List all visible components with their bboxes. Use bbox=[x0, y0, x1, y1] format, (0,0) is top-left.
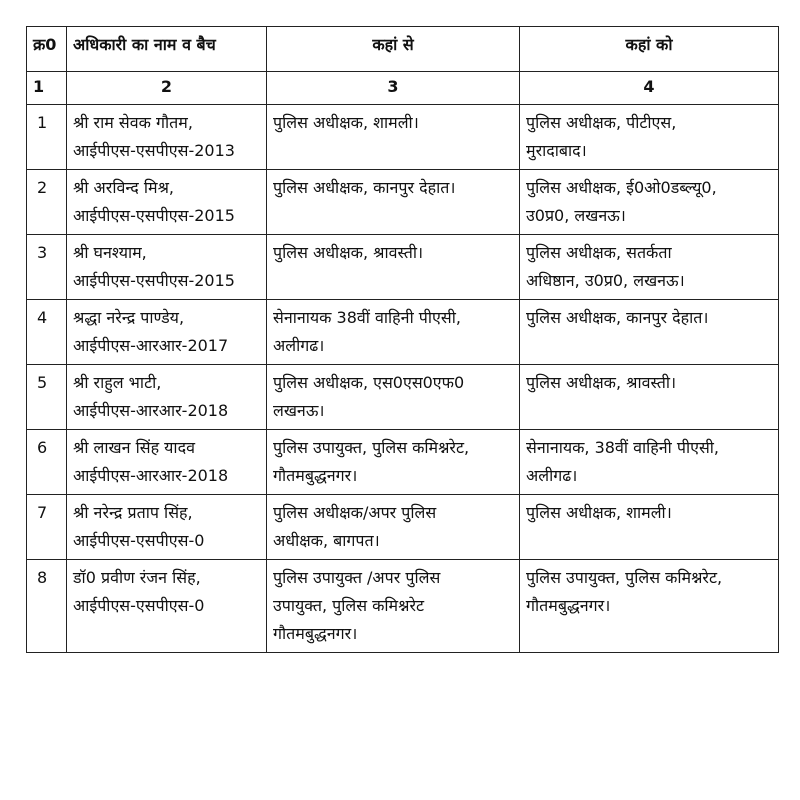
cell-line: डॉ0 प्रवीण रंजन सिंह, bbox=[73, 568, 201, 587]
cell-line: पुलिस अधीक्षक, पीटीएस, bbox=[526, 113, 677, 132]
serial-number-cell: 2 bbox=[27, 170, 67, 235]
cell-line: गौतमबुद्धनगर। bbox=[273, 466, 358, 485]
cell-line: पुलिस अधीक्षक, शामली। bbox=[273, 113, 419, 132]
from-post-cell bbox=[267, 105, 520, 170]
from-post-cell bbox=[267, 560, 520, 653]
table-row bbox=[27, 495, 779, 560]
cell-line: उ0प्र0, लखनऊ। bbox=[526, 206, 626, 225]
table-row bbox=[27, 300, 779, 365]
cell-line: श्री लाखन सिंह यादव bbox=[73, 438, 195, 457]
cell-line: पुलिस उपायुक्त, पुलिस कमिश्नरेट, bbox=[526, 568, 723, 587]
cell-line: पुलिस उपायुक्त /अपर पुलिस bbox=[273, 568, 441, 587]
cell-line: आईपीएस-एसपीएस-0 bbox=[73, 531, 205, 550]
serial-number-cell: 5 bbox=[27, 365, 67, 430]
cell-line: श्री नरेन्द्र प्रताप सिंह, bbox=[73, 503, 193, 522]
from-post-cell bbox=[267, 235, 520, 300]
cell-line: आईपीएस-एसपीएस-0 bbox=[73, 596, 205, 615]
table-row bbox=[27, 235, 779, 300]
serial-number-cell: 8 bbox=[27, 560, 67, 653]
header-serial: क्र0 bbox=[27, 27, 67, 72]
officer-name-cell bbox=[67, 365, 267, 430]
cell-line: आईपीएस-आरआर-2018 bbox=[73, 401, 229, 420]
cell-line: अलीगढ। bbox=[273, 336, 325, 355]
to-post-cell bbox=[520, 235, 779, 300]
cell-line: पुलिस अधीक्षक, श्रावस्ती। bbox=[526, 373, 677, 392]
cell-line: पुलिस अधीक्षक, शामली। bbox=[526, 503, 672, 522]
header-row bbox=[27, 27, 779, 72]
from-post-cell bbox=[267, 300, 520, 365]
to-post-cell bbox=[520, 495, 779, 560]
table-row bbox=[27, 170, 779, 235]
table-row bbox=[27, 430, 779, 495]
table-body bbox=[27, 72, 779, 653]
to-post-cell bbox=[520, 365, 779, 430]
column-number: 1 bbox=[27, 72, 67, 105]
to-post-cell bbox=[520, 105, 779, 170]
officer-name-cell bbox=[67, 430, 267, 495]
serial-number-cell: 4 bbox=[27, 300, 67, 365]
cell-line: आईपीएस-आरआर-2018 bbox=[73, 466, 229, 485]
cell-line: पुलिस अधीक्षक, एस0एस0एफ0 bbox=[273, 373, 465, 392]
cell-line: सेनानायक 38वीं वाहिनी पीएसी, bbox=[273, 308, 461, 327]
from-post-cell bbox=[267, 170, 520, 235]
cell-line: श्री राम सेवक गौतम, bbox=[73, 113, 193, 132]
officer-name-cell bbox=[67, 300, 267, 365]
officer-name-cell bbox=[67, 170, 267, 235]
to-post-cell bbox=[520, 560, 779, 653]
cell-line: पुलिस अधीक्षक/अपर पुलिस bbox=[273, 503, 437, 522]
column-number: 2 bbox=[67, 72, 267, 105]
to-post-cell bbox=[520, 300, 779, 365]
cell-line: पुलिस उपायुक्त, पुलिस कमिश्नरेट, bbox=[273, 438, 470, 457]
officer-name-cell bbox=[67, 495, 267, 560]
header-officer-name-batch: अधिकारी का नाम व बैच bbox=[67, 27, 267, 72]
cell-line: पुलिस अधीक्षक, ई0ओ0डब्ल्यू0, bbox=[526, 178, 717, 197]
cell-line: श्री अरविन्द मिश्र, bbox=[73, 178, 175, 197]
cell-line: अधीक्षक, बागपत। bbox=[273, 531, 380, 550]
cell-line: उपायुक्त, पुलिस कमिश्नरेट bbox=[273, 596, 425, 615]
cell-line: लखनऊ। bbox=[273, 401, 325, 420]
cell-line: आईपीएस-एसपीएस-2015 bbox=[73, 271, 235, 290]
cell-line: गौतमबुद्धनगर। bbox=[273, 624, 358, 643]
cell-line: श्रद्धा नरेन्द्र पाण्डेय, bbox=[73, 308, 185, 327]
cell-line: आईपीएस-एसपीएस-2015 bbox=[73, 206, 235, 225]
cell-line: श्री राहुल भाटी, bbox=[73, 373, 162, 392]
cell-line: आईपीएस-एसपीएस-2013 bbox=[73, 141, 235, 160]
table-row bbox=[27, 105, 779, 170]
officer-name-cell bbox=[67, 105, 267, 170]
serial-number-cell: 1 bbox=[27, 105, 67, 170]
cell-line: मुरादाबाद। bbox=[526, 141, 587, 160]
transfer-table bbox=[26, 26, 779, 653]
from-post-cell bbox=[267, 365, 520, 430]
cell-line: पुलिस अधीक्षक, कानपुर देहात। bbox=[526, 308, 709, 327]
cell-line: पुलिस अधीक्षक, सतर्कता bbox=[526, 243, 672, 262]
cell-line: अधिष्ठान, उ0प्र0, लखनऊ। bbox=[526, 271, 685, 290]
cell-line: पुलिस अधीक्षक, कानपुर देहात। bbox=[273, 178, 456, 197]
header-to: कहां को bbox=[520, 27, 779, 72]
to-post-cell bbox=[520, 170, 779, 235]
to-post-cell bbox=[520, 430, 779, 495]
from-post-cell bbox=[267, 495, 520, 560]
column-number-row bbox=[27, 72, 779, 105]
serial-number-cell: 6 bbox=[27, 430, 67, 495]
transfer-list-document bbox=[26, 26, 778, 653]
cell-line: अलीगढ। bbox=[526, 466, 578, 485]
officer-name-cell bbox=[67, 235, 267, 300]
column-number: 3 bbox=[267, 72, 520, 105]
officer-name-cell bbox=[67, 560, 267, 653]
serial-number-cell: 7 bbox=[27, 495, 67, 560]
table-row bbox=[27, 365, 779, 430]
table-row bbox=[27, 560, 779, 653]
column-number: 4 bbox=[520, 72, 779, 105]
from-post-cell bbox=[267, 430, 520, 495]
cell-line: आईपीएस-आरआर-2017 bbox=[73, 336, 229, 355]
cell-line: पुलिस अधीक्षक, श्रावस्ती। bbox=[273, 243, 424, 262]
cell-line: गौतमबुद्धनगर। bbox=[526, 596, 611, 615]
cell-line: सेनानायक, 38वीं वाहिनी पीएसी, bbox=[526, 438, 720, 457]
serial-number-cell: 3 bbox=[27, 235, 67, 300]
cell-line: श्री घनश्याम, bbox=[73, 243, 147, 262]
header-from: कहां से bbox=[267, 27, 520, 72]
